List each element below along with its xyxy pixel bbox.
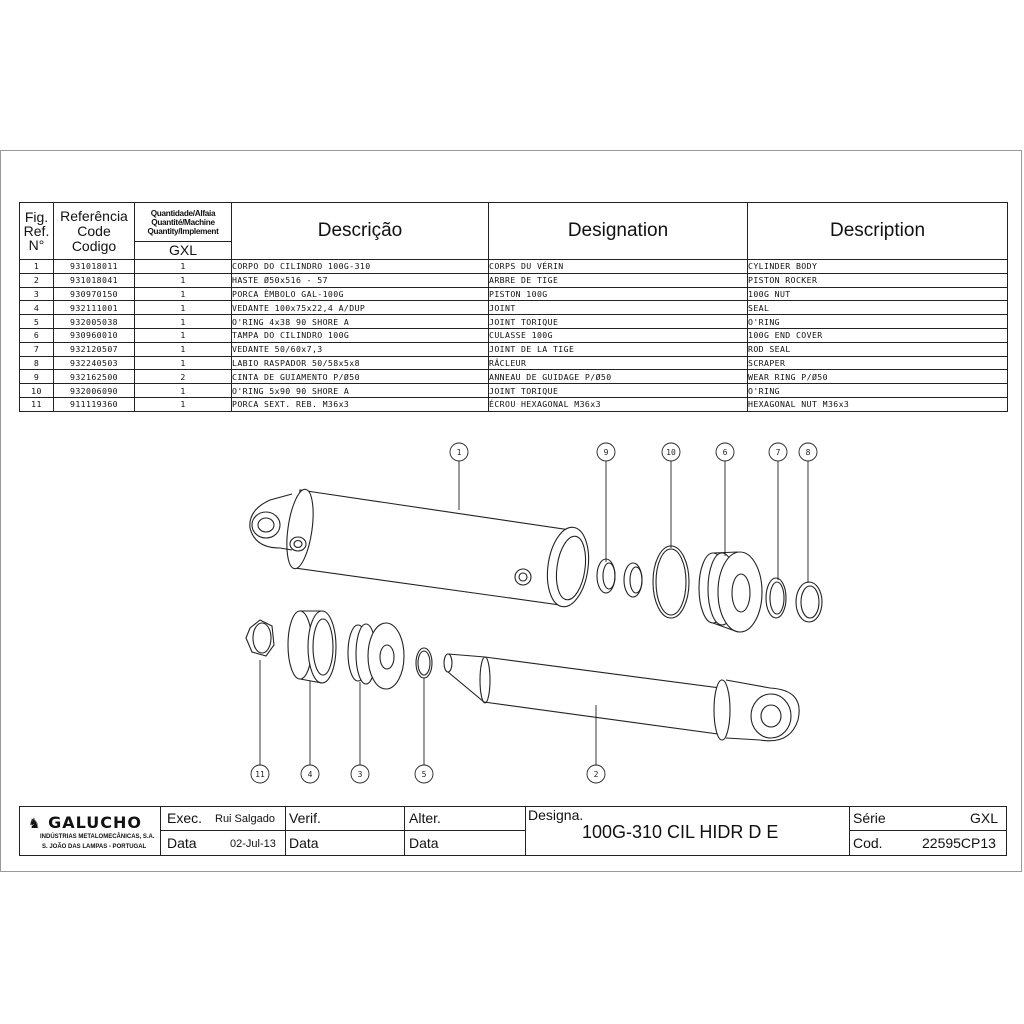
hex-nut-part [246,620,274,656]
code-cell: 932006090 [54,384,135,398]
designa-value: 100G-310 CIL HIDR D E [582,822,779,842]
oring-small-part [416,648,432,678]
qty-cell: 1 [135,384,232,398]
descricao-cell: HASTE Ø50x516 - 57 [232,273,489,287]
code-cell: 931018011 [54,260,135,274]
description-cell: CYLINDER BODY [748,260,1008,274]
callout-label: 8 [805,448,811,457]
descricao-cell: PORCA SEXT. REB. M36x3 [232,397,489,411]
description-cell: O'RING [748,315,1008,329]
oring-large-part [653,546,689,618]
qty-cell: 1 [135,397,232,411]
cod-label: Cod. [853,835,883,851]
designation-cell: ANNEAU DE GUIDAGE P/Ø50 [489,370,748,384]
designation-cell: ARBRE DE TIGE [489,273,748,287]
designation-cell: JOINT TORIQUE [489,384,748,398]
wear-ring-part [597,559,642,597]
alter-data-label: Data [409,835,439,851]
header-descricao-label: Descrição [317,220,403,241]
designation-cell: JOINT DE LA TIGE [489,342,748,356]
brand-name: GALUCHO [48,813,143,832]
company-line-2: S. JOÃO DAS LAMPAS - PORTUGAL [42,844,147,850]
fig-cell: 4 [20,301,54,315]
descricao-cell: O'RING 5x90 90 SHORE A [232,384,489,398]
designation-cell: JOINT TORIQUE [489,315,748,329]
callout-label: 9 [603,448,609,457]
qty-cell: 1 [135,301,232,315]
callout-label: 4 [307,770,313,779]
fig-cell: 5 [20,315,54,329]
fig-cell: 8 [20,356,54,370]
galucho-logo-icon: ♞ [28,816,42,832]
callout-label: 11 [255,770,265,779]
cylinder-body-part [250,488,594,610]
fig-cell: 6 [20,328,54,342]
code-cell: 930960010 [54,328,135,342]
piston-nut-part [348,623,404,689]
serie-value: GXL [970,810,999,826]
qty-cell: 1 [135,356,232,370]
descricao-cell: PORCA ÊMBOLO GAL-100G [232,287,489,301]
alter-label: Alter. [409,810,441,826]
fig-cell: 9 [20,370,54,384]
code-cell: 930970150 [54,287,135,301]
callout-label: 2 [593,770,599,779]
exec-label: Exec. [167,810,203,826]
code-cell: 932162500 [54,370,135,384]
data-label: Data [167,835,197,851]
description-cell: O'RING [748,384,1008,398]
header-ref-line1: Referência [60,207,128,224]
piston-rod-part [444,654,799,741]
exec-value: Rui Salgado [215,813,275,825]
fig-cell: 11 [20,397,54,411]
description-cell: 100G NUT [748,287,1008,301]
callout-label: 10 [666,448,676,457]
descricao-cell: VEDANTE 100x75x22,4 A/DUP [232,301,489,315]
header-designation-label: Designation [567,220,669,241]
description-cell: SCRAPER [748,356,1008,370]
header-fig-line2: Ref. [23,223,50,239]
fig-cell: 3 [20,287,54,301]
header-qty-line1: Quantidade/Alfaia [150,208,216,218]
header-fig-line3: N° [28,237,45,253]
callout-label: 3 [357,770,363,779]
scraper-part [796,582,822,622]
code-cell: 932005038 [54,315,135,329]
description-cell: HEXAGONAL NUT M36x3 [748,397,1008,411]
designation-cell: CORPS DU VÉRIN [489,260,748,274]
description-cell: 100G END COVER [748,328,1008,342]
descricao-cell: LABIO RASPADOR 50/58x5x8 [232,356,489,370]
fig-cell: 7 [20,342,54,356]
qty-cell: 1 [135,273,232,287]
header-qty-line2: Quantité/Machine [151,217,215,227]
end-cover-part [699,552,762,632]
descricao-cell: VEDANTE 50/60x7,3 [232,342,489,356]
callout-label: 6 [722,448,728,457]
code-cell: 932240503 [54,356,135,370]
header-fig-line1: Fig. [24,209,49,225]
data-value: 02-Jul-13 [230,838,276,850]
header-qty-line3: Quantity/Implement [147,226,219,236]
verif-data-label: Data [289,835,319,851]
header-ref-line2: Code [77,222,111,239]
header-qty-model: GXL [168,242,197,258]
code-cell: 932120507 [54,342,135,356]
code-cell: 931018041 [54,273,135,287]
qty-cell: 1 [135,328,232,342]
descricao-cell: O'RING 4x38 90 SHORE A [232,315,489,329]
designation-cell: RÂCLEUR [489,356,748,370]
qty-cell: 2 [135,370,232,384]
callout-label: 5 [421,770,427,779]
fig-cell: 1 [20,260,54,274]
code-cell: 911119360 [54,397,135,411]
seal-part [288,611,336,683]
callout-label: 7 [775,448,781,457]
fig-cell: 2 [20,273,54,287]
header-description-label: Description [829,220,926,241]
fig-cell: 10 [20,384,54,398]
qty-cell: 1 [135,260,232,274]
description-cell: PISTON ROCKER [748,273,1008,287]
title-block [19,806,1007,856]
qty-cell: 1 [135,342,232,356]
description-cell: ROD SEAL [748,342,1008,356]
cod-value: 22595CP13 [922,835,996,851]
code-cell: 932111001 [54,301,135,315]
description-cell: WEAR RING P/Ø50 [748,370,1008,384]
callout-label: 1 [456,448,462,457]
descricao-cell: CINTA DE GUIAMENTO P/Ø50 [232,370,489,384]
verif-label: Verif. [289,810,321,826]
description-cell: SEAL [748,301,1008,315]
serie-label: Série [853,810,886,826]
designation-cell: PISTON 100G [489,287,748,301]
designation-cell: CULASSE 100G [489,328,748,342]
qty-cell: 1 [135,315,232,329]
designation-cell: JOINT [489,301,748,315]
company-line-1: INDÚSTRIAS METALOMECÂNICAS, S.A. [40,834,155,840]
rod-seal-part [766,578,786,618]
descricao-cell: CORPO DO CILINDRO 100G-310 [232,260,489,274]
designation-cell: ÉCROU HEXAGONAL M36x3 [489,397,748,411]
qty-cell: 1 [135,287,232,301]
designa-label: Designa. [528,807,584,823]
header-ref-line3: Codigo [71,237,117,254]
descricao-cell: TAMPA DO CILINDRO 100G [232,328,489,342]
